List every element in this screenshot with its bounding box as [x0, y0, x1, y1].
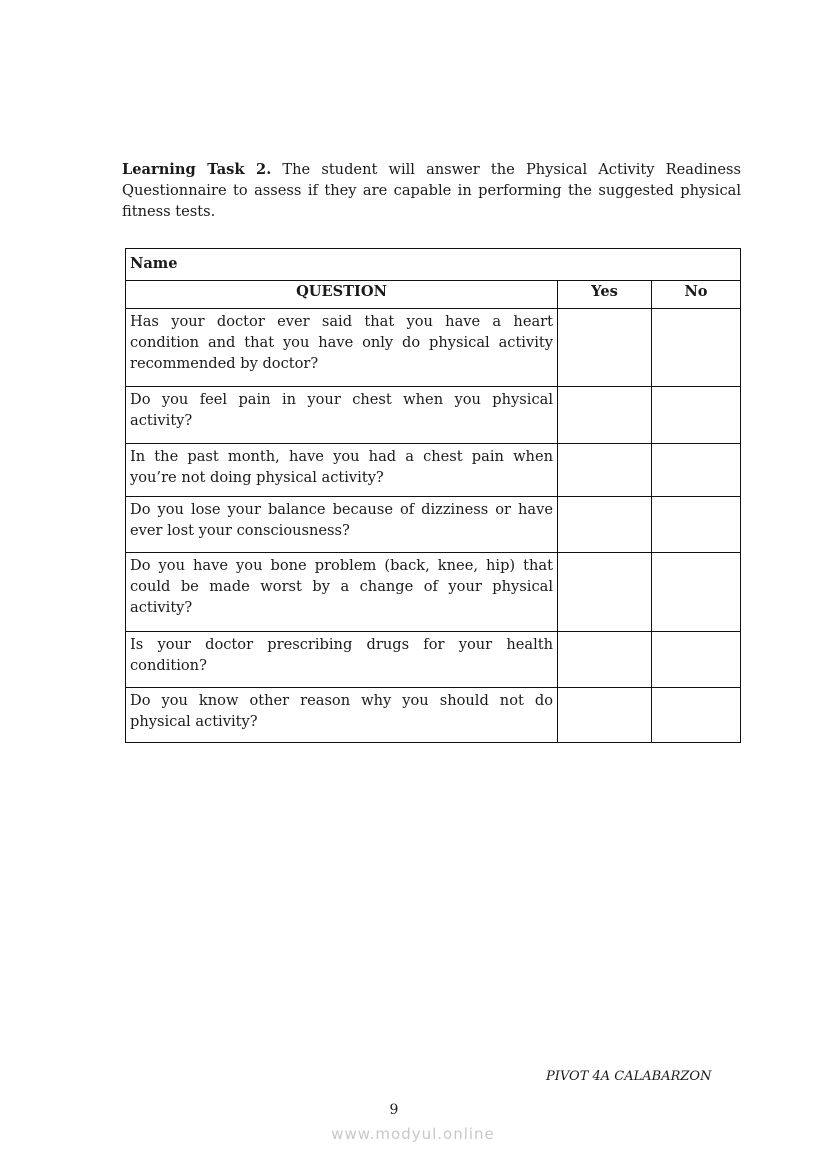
- yes-answer-cell[interactable]: [558, 553, 652, 632]
- name-row: [126, 249, 741, 281]
- question-cell: Has your doctor ever said that you have a heart condition and that you have only do physical activity recommended by doctor?: [126, 309, 558, 387]
- yes-answer-cell[interactable]: [558, 309, 652, 387]
- question-cell: In the past month, have you had a chest pain when you’re not doing physical activity?: [126, 444, 558, 497]
- yes-answer-cell[interactable]: [558, 632, 652, 688]
- question-column-header: QUESTION: [126, 281, 558, 309]
- table-row: [126, 553, 741, 632]
- page-number: 9: [389, 1102, 399, 1118]
- question-cell: Is your doctor prescribing drugs for your health condition?: [126, 632, 558, 688]
- table-row: [126, 688, 741, 743]
- no-answer-cell[interactable]: [652, 688, 741, 743]
- question-cell: Do you feel pain in your chest when you physical activity?: [126, 387, 558, 444]
- watermark: www.modyul.online: [331, 1125, 495, 1143]
- task-title: Learning Task 2.: [122, 161, 272, 178]
- table-row: [126, 632, 741, 688]
- name-field[interactable]: [126, 249, 741, 281]
- yes-answer-cell[interactable]: [558, 387, 652, 444]
- no-answer-cell[interactable]: [652, 444, 741, 497]
- task-description: The student will answer the Physical Activity Readiness Questionnaire to assess if they are capable in performing the suggested physical fitness tests.: [122, 161, 741, 220]
- no-answer-cell[interactable]: [652, 309, 741, 387]
- no-answer-cell[interactable]: [652, 632, 741, 688]
- instructions-paragraph: [122, 159, 741, 222]
- question-cell: Do you know other reason why you should not do physical activity?: [126, 688, 558, 743]
- question-cell: Do you have you bone problem (back, knee, hip) that could be made worst by a change of your physical activity?: [126, 553, 558, 632]
- no-answer-cell[interactable]: [652, 497, 741, 553]
- no-column-header: No: [652, 281, 741, 309]
- yes-answer-cell[interactable]: [558, 688, 652, 743]
- readiness-questionnaire-table: [125, 248, 741, 743]
- name-label: Name: [130, 255, 178, 272]
- table-row: [126, 444, 741, 497]
- yes-answer-cell[interactable]: [558, 444, 652, 497]
- yes-column-header: Yes: [558, 281, 652, 309]
- yes-answer-cell[interactable]: [558, 497, 652, 553]
- table-row: [126, 387, 741, 444]
- footer-source: PIVOT 4A CALABARZON: [546, 1069, 712, 1084]
- no-answer-cell[interactable]: [652, 387, 741, 444]
- table-row: [126, 497, 741, 553]
- question-cell: Do you lose your balance because of dizziness or have ever lost your consciousness?: [126, 497, 558, 553]
- table-row: [126, 309, 741, 387]
- header-row: [126, 281, 741, 309]
- no-answer-cell[interactable]: [652, 553, 741, 632]
